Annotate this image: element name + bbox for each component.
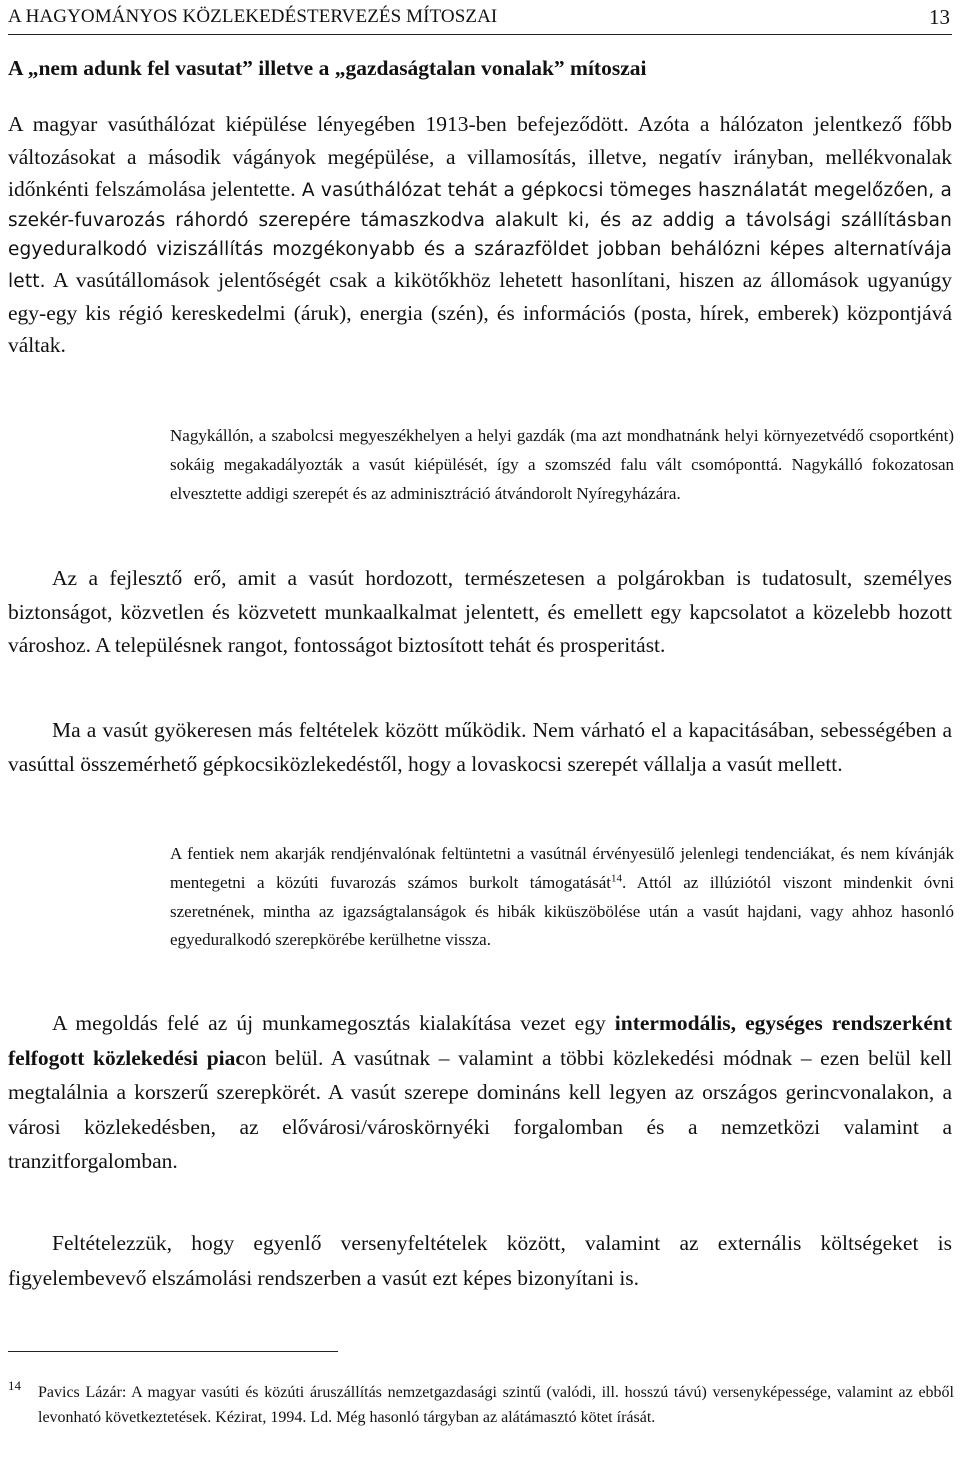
paragraph-5: Feltételezzük, hogy egyenlő versenyfeltételek között, valamint az externális költségeket is figyelembevevő elszámolási rendszerben a vasút ezt képes bizonyítani is. (8, 1231, 952, 1290)
paragraph-4-emphasis: intermodális, egységes rendszerként felfogott közlekedési piac (8, 1011, 952, 1070)
quote-tendencies-part-1: A fentiek nem akarják rendjénvalónak feltüntetni a vasútnál érvényesülő jelenlegi tendenciákat, és nem kívánják mentegetni a közúti fuvarozás számos burkolt támogatását (170, 844, 954, 892)
paragraph-1 (8, 108, 952, 362)
quote-tendencies (170, 840, 954, 955)
footnote-number: 14 (8, 1378, 21, 1393)
page-number: 13 (929, 5, 950, 29)
footnote-reference: 14 (610, 872, 622, 885)
quote-tendencies-part-2: . Attól az illúziótól viszont mindenkit óvni szeretnének, mintha az igazságtalanságok és hibák kiküszöbölése után a vasút hajdani, vagy ahhoz hasonló egyeduralkodó szerepkörébe kerülhetne vissza. (170, 872, 954, 950)
paragraph-1-tail: A vasútállomások jelentőségét csak a kikötőkhöz lehetett hasonlítani, hiszen az állomások ugyanúgy egy-egy kis régió kereskedelmi (áruk), energia (szén), és információs (posta, hírek, emberek) központjává váltak. (8, 268, 952, 358)
paragraph-1-intro: A magyar vasúthálózat kiépülése lényegében 1913-ben befejeződött. Azóta a hálózaton jelentkező főbb változásokat a második vágányok megépülése, a villamosítás, illetve, negatív irányban, mellékvonalak időnkénti felszámolása jelentette. (8, 112, 952, 201)
running-title: A HAGYOMÁNYOS KÖZLEKEDÉSTERVEZÉS MÍTOSZAI (8, 6, 498, 27)
paragraph-2: Az a fejlesztő erő, amit a vasút hordozott, természetesen a polgárokban is tudatosult, személyes biztonságot, közvetlen és közvetett munkaalkalmat jelentett, és emellett egy kapcsolatot a közelebb hozott városhoz. A településnek rangot, fontosságot biztosított tehát és prosperitást. (8, 566, 952, 657)
paragraph-4-start: A megoldás felé az új munkamegosztás kialakítása vezet egy (52, 1011, 615, 1035)
running-header (8, 4, 952, 35)
paragraph-1-body: A vasúthálózat tehát a gépkocsi tömeges használatát megelőzően, a szekér-fuvarozás ráhordó szerepére támaszkodva alakult ki, és az addig a távolsági szállításban egyeduralkodó viziszállítás mozgékonyabb és a szárazföldet jobban behálózni képes alternatívája lett. (8, 180, 952, 293)
footnote-separator (8, 1351, 338, 1352)
paragraph-3: Ma a vasút gyökeresen más feltételek között működik. Nem várható el a kapacitásában, sebességében a vasúttal összemérhető gépkocsiközlekedéstől, hogy a lovaskocsi szerepét vállalja a vasút mellett. (8, 718, 952, 776)
paragraph-4 (8, 1006, 952, 1179)
quote-nagykallo: Nagykállón, a szabolcsi megyeszékhelyen a helyi gazdák (ma azt mondhatnánk helyi környezetvédő csoportként) sokáig megakadályozták a vasút kiépülését, így a szomszéd falu vált csomóponttá. Nagykálló fokozatosan elvesztette addigi szerepét és az adminisztráció átvándorolt Nyíregyházára. (170, 426, 954, 503)
footnote-text: Pavics Lázár: A magyar vasúti és közúti áruszállítás nemzetgazdasági szintű (valódi, ill. hosszú távú) versenyképessége, valamint az ebből levonható következtetések. Kézirat, 1994. Ld. Még hasonló tárgyban az alátámasztó kötet írását. (38, 1384, 954, 1426)
section-title: A „nem adunk fel vasutat” illetve a „gazdaságtalan vonalak” mítoszai (8, 56, 647, 80)
paragraph-4-end: on belül. A vasútnak – valamint a többi közlekedési módnak – ezen belül kell megtalálnia a korszerű szerepkörét. A vasút szerepe domináns kell legyen az országos gerincvonalakon, a városi közlekedésben, az elővárosi/városkörnyéki forgalomban és a nemzetközi valamint a tranzitforgalomban. (8, 1045, 952, 1173)
